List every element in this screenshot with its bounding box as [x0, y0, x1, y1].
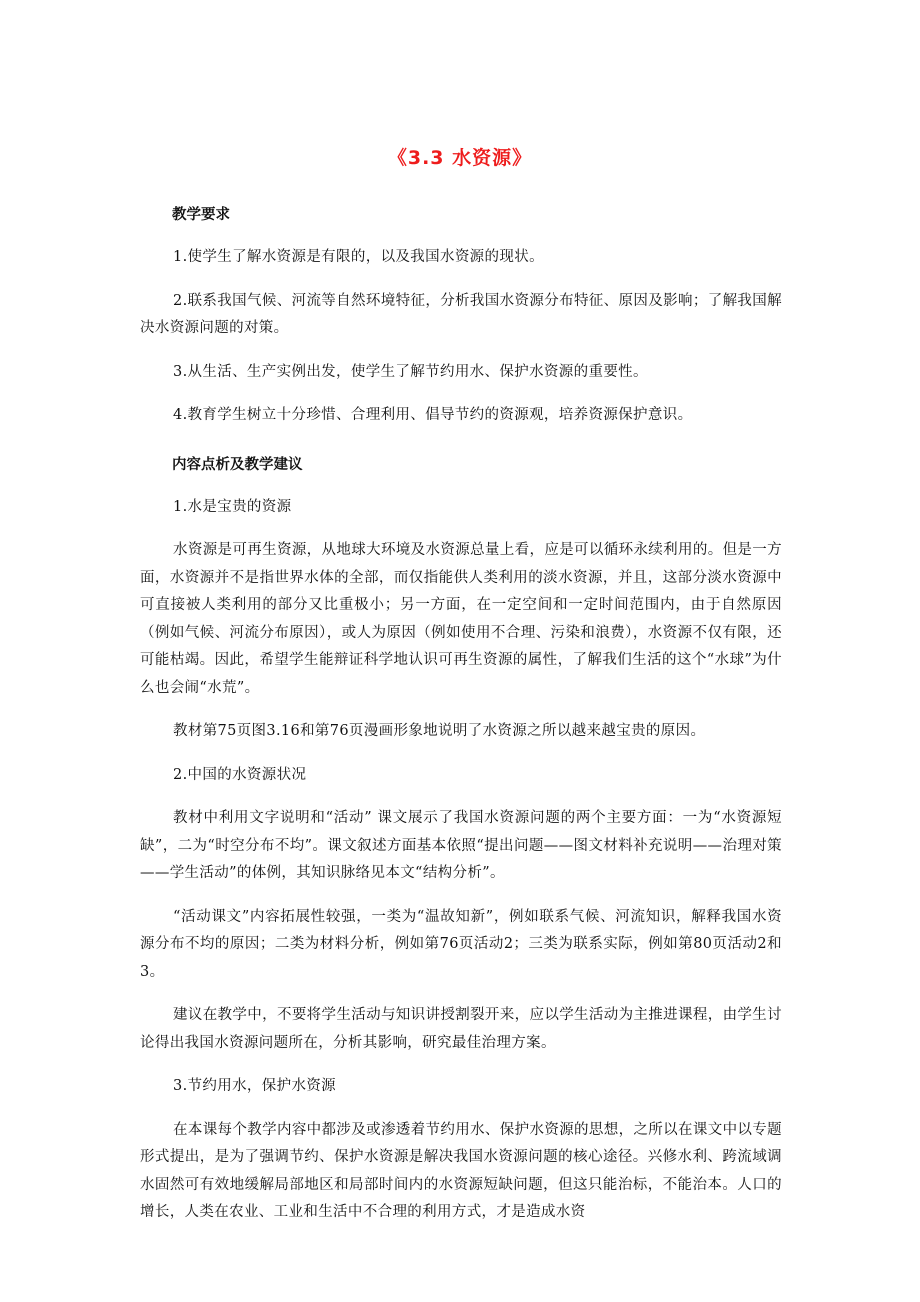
- section-heading-content-analysis: 内容点析及教学建议: [172, 456, 303, 473]
- document-title: 《3.3 水资源》: [387, 147, 533, 169]
- paragraph-teaching-suggestion: 建议在教学中，不要将学生活动与知识讲授割裂开来，应以学生活动为主推进课程，由学生讨论得出我国水资源问题所在，分析其影响，研究最佳治理方案。: [140, 1007, 782, 1051]
- subheading-save-water: 3.节约用水，保护水资源: [173, 1078, 337, 1094]
- paragraph-textbook-figure: 教材第75页图3.16和第76页漫画形象地说明了水资源之所以越来越宝贵的原因。: [173, 723, 706, 739]
- paragraph-water-renewable: 水资源是可再生资源，从地球大环境及水资源总量上看，应是可以循环永续利用的。但是一方面，水资源并不是指世界水体的全部，而仅指能供人类利用的淡水资源，并且，这部分淡水资源中可直接被人类利用的部分又比重极小；另一方面，在一定空间和一定时间范围内，由于自然原因（例如气候、河流分布原因），或人为原因（例如使用不合理、污染和浪费），水资源不仅有限，还可能枯竭。因此，希望学生能辩证科学地认识可再生资源的属性，了解我们生活的这个“水球”为什么也会闹“水荒”。: [140, 542, 782, 696]
- paragraph-activity-text: “活动课文”内容拓展性较强，一类为“温故知新”，例如联系气候、河流知识，解释我国水资源分布不均的原因；二类为材料分析，例如第76页活动2；三类为联系实际，例如第80页活动2和3。: [140, 908, 782, 980]
- requirement-item-1: 1.使学生了解水资源是有限的，以及我国水资源的现状。: [173, 249, 544, 265]
- subheading-water-resource: 1.水是宝贵的资源: [173, 498, 292, 515]
- document-body: [140, 202, 782, 1243]
- requirement-item-2: 2.联系我国气候、河流等自然环境特征，分析我国水资源分布特征、原因及影响；了解我国解决水资源问题的对策。: [140, 292, 782, 336]
- subheading-china-water-status: 2.中国的水资源状况: [173, 766, 307, 783]
- requirement-item-3: 3.从生活、生产实例出发，使学生了解节约用水、保护水资源的重要性。: [173, 363, 648, 380]
- paragraph-save-water: 在本课每个教学内容中都涉及或渗透着节约用水、保护水资源的思想，之所以在课文中以专题形式提出，是为了强调节约、保护水资源是解决我国水资源问题的核心途径。兴修水利、跨流域调水固然可有效地缓解局部地区和局部时间内的水资源短缺问题，但这只能治标，不能治本。人口的增长，人类在农业、工业和生活中不合理的利用方式，才是造成水资: [140, 1121, 782, 1220]
- requirement-item-4: 4.教育学生树立十分珍惜、合理利用、倡导节约的资源观，培养资源保护意识。: [173, 407, 693, 423]
- paragraph-textbook-activity: 教材中利用文字说明和“活动” 课文展示了我国水资源问题的两个主要方面：一为“水资源短缺”，二为“时空分布不均”。课文叙述方面基本依照“提出问题——图文材料补充说明——治理对策——学生活动”的体例，其知识脉络见本文“结构分析”。: [140, 810, 782, 881]
- section-heading-teaching-requirements: 教学要求: [172, 207, 230, 223]
